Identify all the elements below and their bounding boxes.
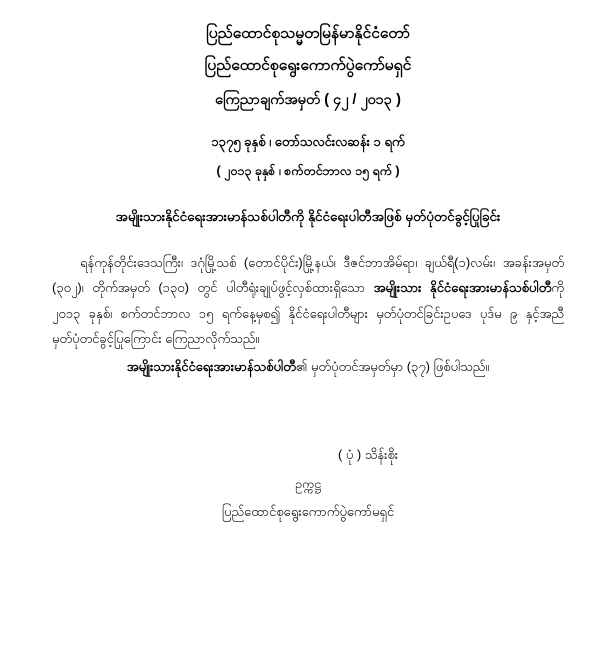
- date-myanmar-era: ၁၃၇၅ ခုနှစ် ၊ တော်သလင်းလဆန်း ၁ ရက်: [211, 134, 405, 149]
- paragraph1-text-part2: ကို ၂၀၁၃ ခုနှစ်၊ စက်တင်ဘာလ ၁၅ ရက်နေ့မှစ၍ နိုင်ငံရေးပါတီများ မှတ်ပုံတင်ခြင်းဥပဒေ ပုဒ်မ ၉ နှင့်အညီ မှတ်ပုံတင်ခွင့်ပြုကြောင်း ကြေညာလိုက်သည်။: [52, 280, 564, 347]
- header-line-2: ပြည်ထောင်စုရွေးကောက်ပွဲကော်မရှင်: [204, 56, 412, 74]
- signature-block: [38, 442, 578, 525]
- declaration-number: ကြေညာချက်အမှတ် ( ၄၂ / ၂၀၁၃ ): [215, 92, 401, 108]
- paragraph2-party-name: အမျိုးသားနိုင်ငံရေးအားမာန်သစ်ပါတီ: [126, 359, 296, 375]
- paragraph1-party-name: အမျိုးသား နိုင်ငံရေးအားမာန်သစ်ပါတီ: [373, 280, 552, 296]
- signature-organization: ပြည်ထောင်စုရွေးကောက်ပွဲကော်မရှင်: [221, 504, 395, 520]
- header-line-1: ပြည်ထောင်စုသမ္မတမြန်မာနိုင်ငံတော်: [206, 25, 410, 42]
- paragraph2-text: ၏ မှတ်ပုံတင်အမှတ်မှာ (၃၇) ဖြစ်ပါသည်။: [295, 359, 490, 375]
- paragraph1-text-part1: ရန်ကုန်တိုင်းဒေသကြီး၊ ဒဂုံမြို့သစ် (တောင်ပိုင်း)မြို့နယ်၊ ဒီဇင်ဘာအိမ်ရာ၊ ချယ်ရီ(၁)လမ်း၊ အခန်းအမှတ် (၃၀၂)၊ တိုက်အမှတ် (၁၃၀) တွင် ပါတီရုံးချုပ်ဖွင့်လှစ်ထားရှိသော: [52, 255, 564, 296]
- body-paragraph-1: [52, 250, 564, 351]
- body-paragraph-2: [52, 355, 564, 380]
- document-subject: အမျိုးသားနိုင်ငံရေးအားမာန်သစ်ပါတီကို နိုင်ငံရေးပါတီအဖြစ် မှတ်ပုံတင်ခွင့်ပြုခြင်း: [115, 209, 501, 224]
- signature-title: ဥက္ကဋ္ဌ: [295, 477, 321, 492]
- date-gregorian: ( ၂၀၁၃ ခုနှစ် ၊ စက်တင်ဘာလ ၁၅ ရက် ): [216, 164, 400, 178]
- signature-name: ( ပုံ ) သိန်းစိုး: [337, 447, 399, 463]
- document-body: [38, 250, 578, 380]
